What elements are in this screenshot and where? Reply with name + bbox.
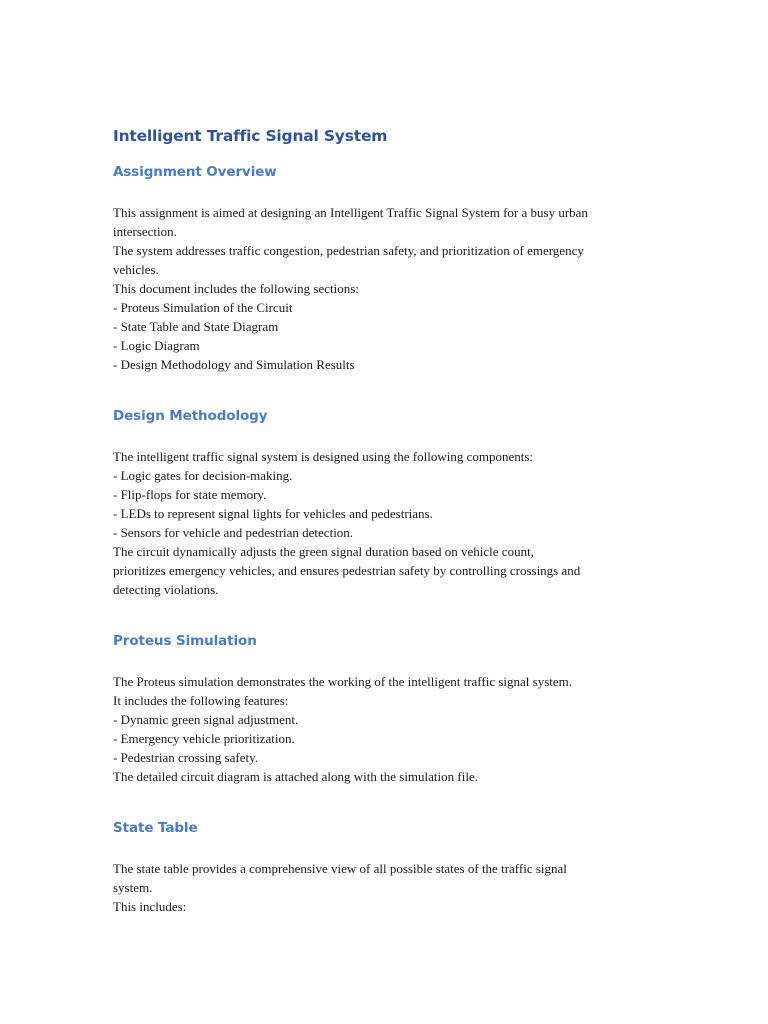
section-body-proteus-simulation [113,672,658,786]
paragraph-line: The state table provides a comprehensive view of all possible states of the traffic signal [113,861,567,876]
paragraph-line: prioritizes emergency vehicles, and ensures pedestrian safety by controlling crossings and [113,563,581,578]
document-page [113,125,658,916]
paragraph-line: This assignment is aimed at designing an Intelligent Traffic Signal System for a busy urban [113,205,588,220]
paragraph-line: It includes the following features: [113,693,289,708]
paragraph-line: The intelligent traffic signal system is designed using the following components: [113,449,534,464]
section-body-state-table [113,859,658,916]
list-item: - Proteus Simulation of the Circuit [113,300,293,315]
paragraph-line: The system addresses traffic congestion, pedestrian safety, and prioritization of emergency [113,243,584,258]
section-heading-assignment-overview: Assignment Overview [113,164,277,180]
list-item: - LEDs to represent signal lights for vehicles and pedestrians. [113,506,433,521]
section-body-design-methodology [113,447,658,599]
list-item: - Dynamic green signal adjustment. [113,712,299,727]
paragraph-line: The detailed circuit diagram is attached along with the simulation file. [113,769,478,784]
document-title: Intelligent Traffic Signal System [113,127,388,145]
list-item: - Logic gates for decision-making. [113,468,293,483]
paragraph-line: system. [113,880,153,895]
section-heading-proteus-simulation: Proteus Simulation [113,633,257,649]
list-item: - Design Methodology and Simulation Results [113,357,355,372]
paragraph-line: intersection. [113,224,177,239]
paragraph-line: detecting violations. [113,582,219,597]
list-item: - Flip-flops for state memory. [113,487,267,502]
paragraph-line: This document includes the following sections: [113,281,359,296]
paragraph-line: The circuit dynamically adjusts the green signal duration based on vehicle count, [113,544,534,559]
list-item: - Pedestrian crossing safety. [113,750,259,765]
paragraph-line: The Proteus simulation demonstrates the working of the intelligent traffic signal system. [113,674,573,689]
list-item: - Logic Diagram [113,338,200,353]
list-item: - Emergency vehicle prioritization. [113,731,295,746]
section-body-assignment-overview [113,203,658,374]
paragraph-line: vehicles. [113,262,159,277]
section-heading-design-methodology: Design Methodology [113,408,268,424]
list-item: - Sensors for vehicle and pedestrian detection. [113,525,354,540]
section-heading-state-table: State Table [113,820,198,836]
paragraph-line: This includes: [113,899,187,914]
list-item: - State Table and State Diagram [113,319,279,334]
